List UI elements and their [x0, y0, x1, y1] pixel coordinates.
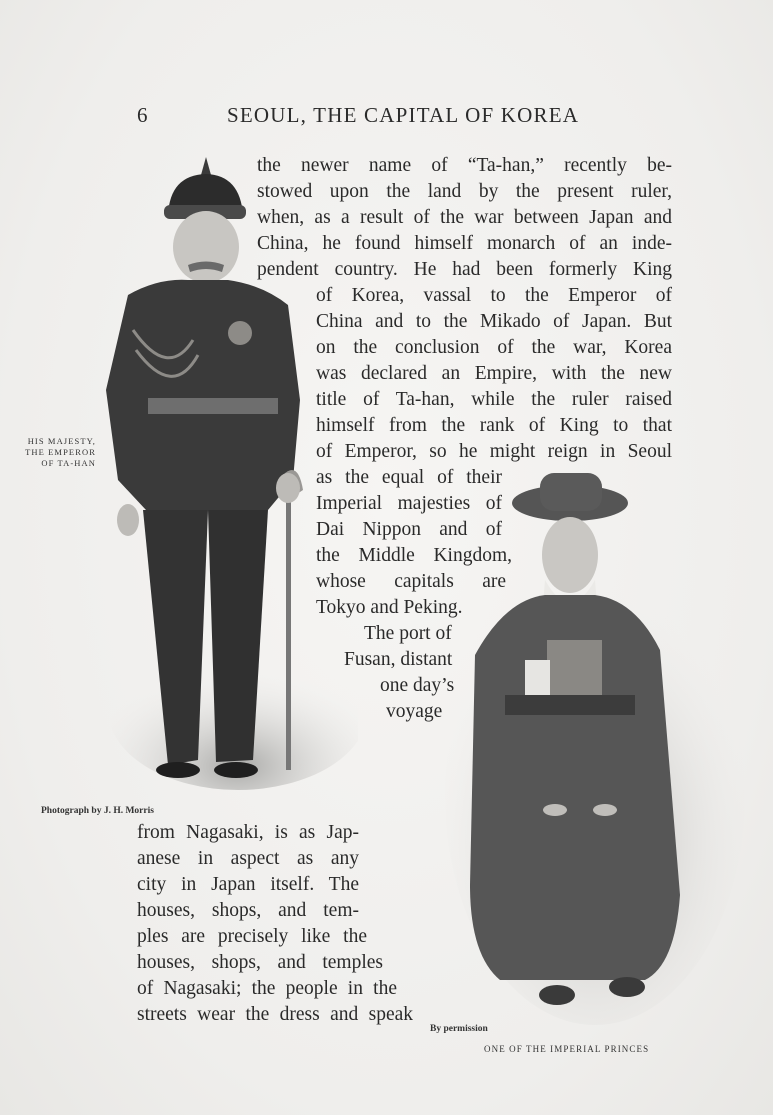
body-line: Tokyo and Peking. — [316, 597, 463, 618]
body-line: China, he found himself monarch of an inde- — [257, 233, 672, 254]
body-line: the Middle Kingdom, — [316, 545, 512, 566]
body-line: of Korea, vassal to the Emperor of — [316, 285, 672, 306]
body-line: ples are precisely like the — [137, 926, 367, 947]
body-line: from Nagasaki, is as Jap- — [137, 822, 359, 843]
body-line: streets wear the dress and speak — [137, 1004, 413, 1025]
body-line: The port of — [364, 623, 452, 644]
body-line: on the conclusion of the war, Korea — [316, 337, 672, 358]
emperor-caption-line: HIS MAJESTY, — [27, 436, 96, 446]
body-line: houses, shops, and tem- — [137, 900, 359, 921]
page-number: 6 — [137, 103, 148, 127]
body-line: Dai Nippon and of — [316, 519, 502, 540]
prince-photo-credit: By permission — [430, 1024, 488, 1034]
prince-caption: ONE OF THE IMPERIAL PRINCES — [484, 1044, 650, 1054]
body-line: voyage — [386, 701, 443, 722]
body-line: one day’s — [380, 675, 455, 696]
body-line: when, as a result of the war between Japan and — [257, 207, 672, 228]
emperor-caption-line: THE EMPEROR — [25, 447, 96, 457]
page-header — [0, 103, 773, 133]
body-line: of Nagasaki; the people in the — [137, 978, 397, 999]
running-title: SEOUL, THE CAPITAL OF KOREA — [227, 103, 580, 127]
body-line: pendent country. He had been formerly King — [257, 259, 672, 280]
body-line: Fusan, distant — [344, 649, 453, 670]
body-line: himself from the rank of King to that — [316, 415, 672, 436]
emperor-caption — [10, 436, 96, 469]
body-line: China and to the Mikado of Japan. But — [316, 311, 672, 332]
body-line: houses, shops, and temples — [137, 952, 383, 973]
body-line: anese in aspect as any — [137, 848, 359, 869]
emperor-photo-credit: Photograph by J. H. Morris — [41, 806, 154, 816]
body-line: of Emperor, so he might reign in Seoul — [316, 441, 672, 462]
body-line: city in Japan itself. The — [137, 874, 359, 895]
body-line: as the equal of their — [316, 467, 502, 488]
emperor-caption-line: OF TA-HAN — [41, 458, 96, 468]
body-line: the newer name of “Ta-han,” recently be- — [257, 155, 672, 176]
body-line: title of Ta-han, while the ruler raised — [316, 389, 672, 410]
body-line: was declared an Empire, with the new — [316, 363, 672, 384]
body-line: whose capitals are — [316, 571, 506, 592]
body-line: stowed upon the land by the present ruler, — [257, 181, 672, 202]
body-line: Imperial majesties of — [316, 493, 502, 514]
